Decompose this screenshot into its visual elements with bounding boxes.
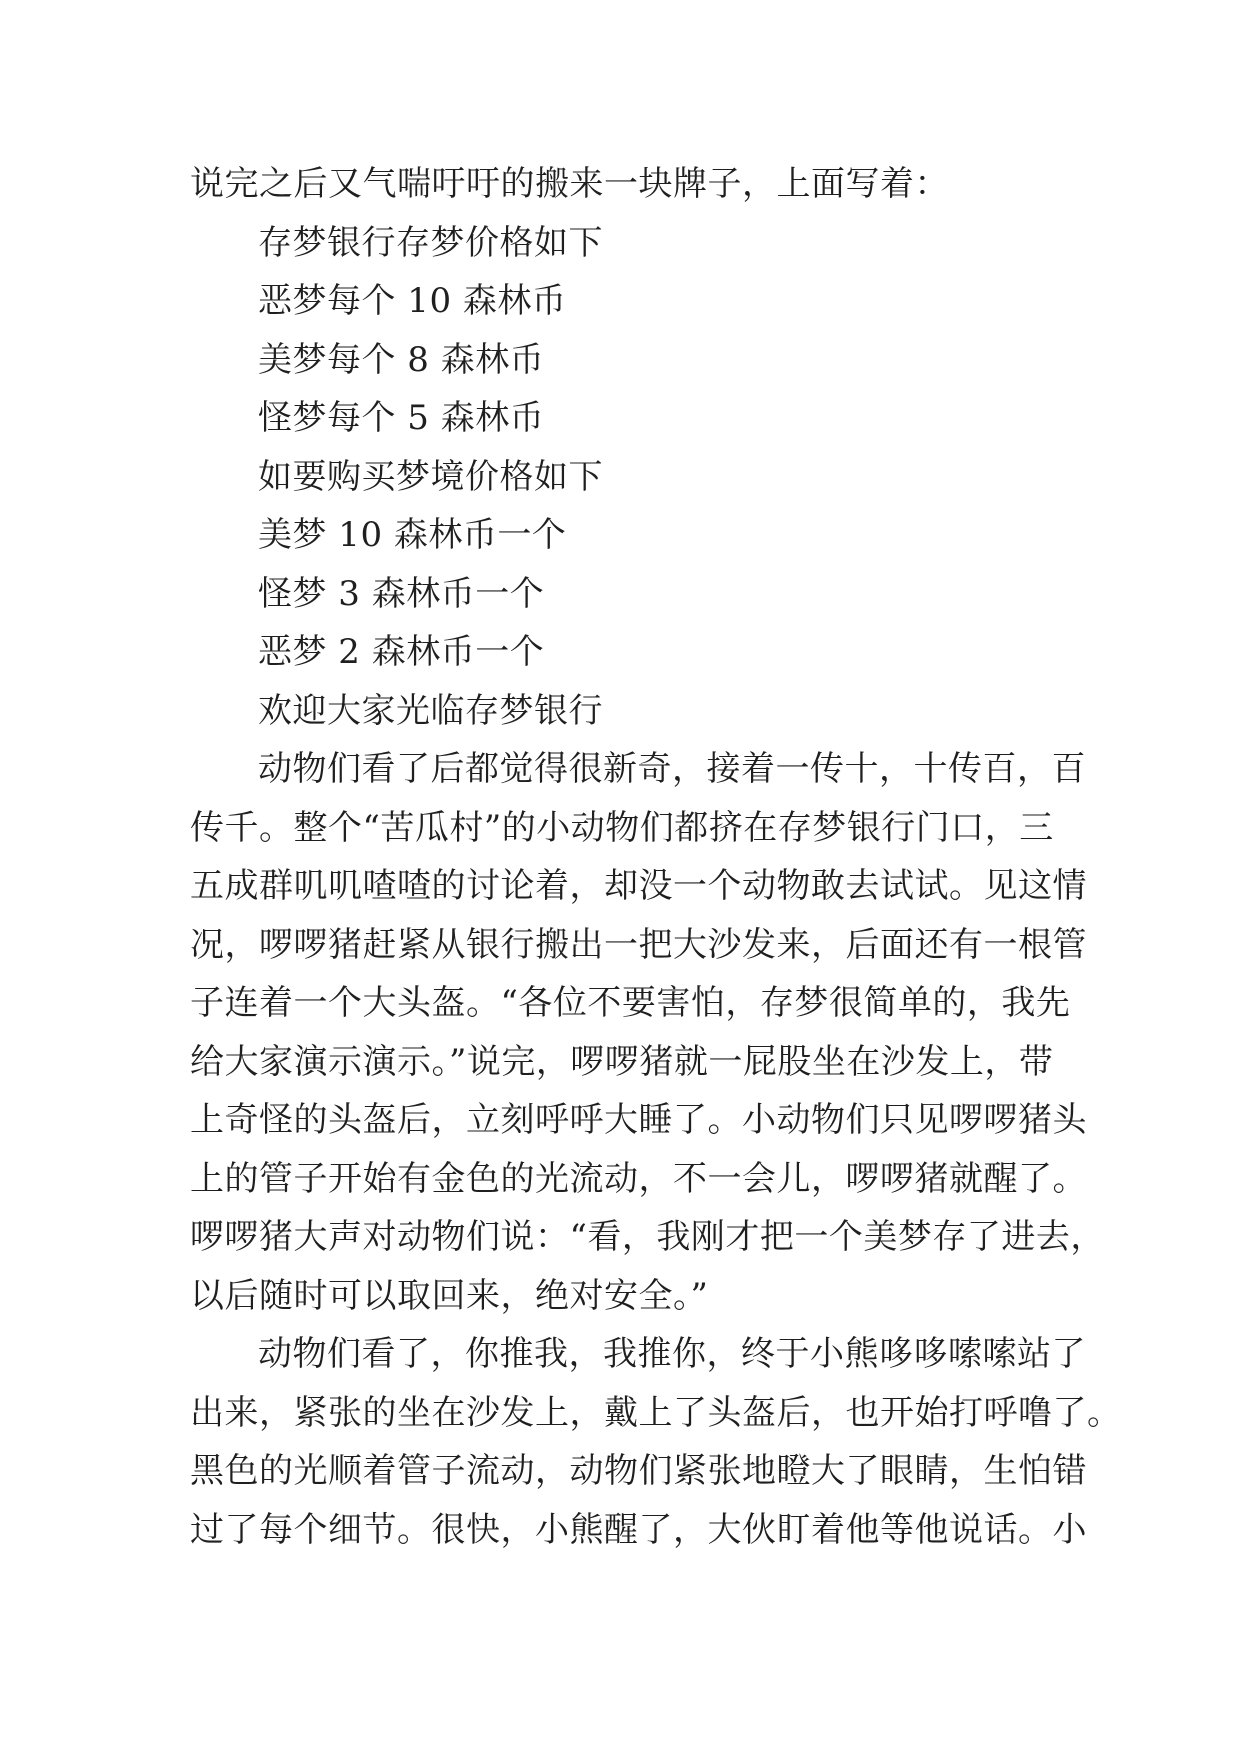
text-line: 传千。整个“苦瓜村”的小动物们都挤在存梦银行门口，三 (190, 807, 1054, 848)
text-line: 五成群叽叽喳喳的讨论着，却没一个动物敢去试试。见这情 (190, 866, 1087, 906)
text-line: 以后随时可以取回来，绝对安全。” (190, 1275, 709, 1316)
text-line: 欢迎大家光临存梦银行 (258, 690, 603, 731)
text-line: 存梦银行存梦价格如下 (258, 222, 603, 263)
body-text (190, 155, 1122, 1559)
text-line: 恶梦每个 10 森林币 (258, 281, 567, 321)
text-line: 给大家演示演示。”说完，啰啰猪就一屁股坐在沙发上，带 (190, 1041, 1054, 1082)
text-line: 恶梦 2 森林币一个 (258, 632, 545, 672)
text-line: 出来，紧张的坐在沙发上，戴上了头盔后，也开始打呼噜了。 (190, 1392, 1122, 1433)
text-line: 黑色的光顺着管子流动，动物们紧张地瞪大了眼睛，生怕错 (190, 1451, 1087, 1491)
text-line: 过了每个细节。很快，小熊醒了，大伙盯着他等他说话。小 (190, 1509, 1087, 1550)
text-line: 美梦 10 森林币一个 (258, 515, 567, 555)
text-line: 如要购买梦境价格如下 (258, 456, 603, 497)
text-line: 况，啰啰猪赶紧从银行搬出一把大沙发来，后面还有一根管 (190, 924, 1087, 965)
text-line: 子连着一个大头盔。“各位不要害怕，存梦很简单的，我先 (190, 983, 1071, 1023)
text-line: 美梦每个 8 森林币 (258, 339, 545, 380)
text-line: 动物们看了，你推我，我推你，终于小熊哆哆嗦嗦站了 (258, 1334, 1086, 1374)
text-line: 上奇怪的头盔后，立刻呼呼大睡了。小动物们只见啰啰猪头 (190, 1100, 1087, 1140)
text-line: 怪梦 3 森林币一个 (258, 573, 545, 614)
text-line: 啰啰猪大声对动物们说：“看，我刚才把一个美梦存了进去， (190, 1217, 1105, 1257)
text-line: 上的管子开始有金色的光流动，不一会儿，啰啰猪就醒了。 (190, 1158, 1087, 1199)
text-line: 说完之后又气喘吁吁的搬来一块牌子，上面写着： (190, 164, 949, 204)
text-line: 怪梦每个 5 森林币 (258, 398, 545, 438)
text-line: 动物们看了后都觉得很新奇，接着一传十，十传百，百 (258, 749, 1086, 789)
